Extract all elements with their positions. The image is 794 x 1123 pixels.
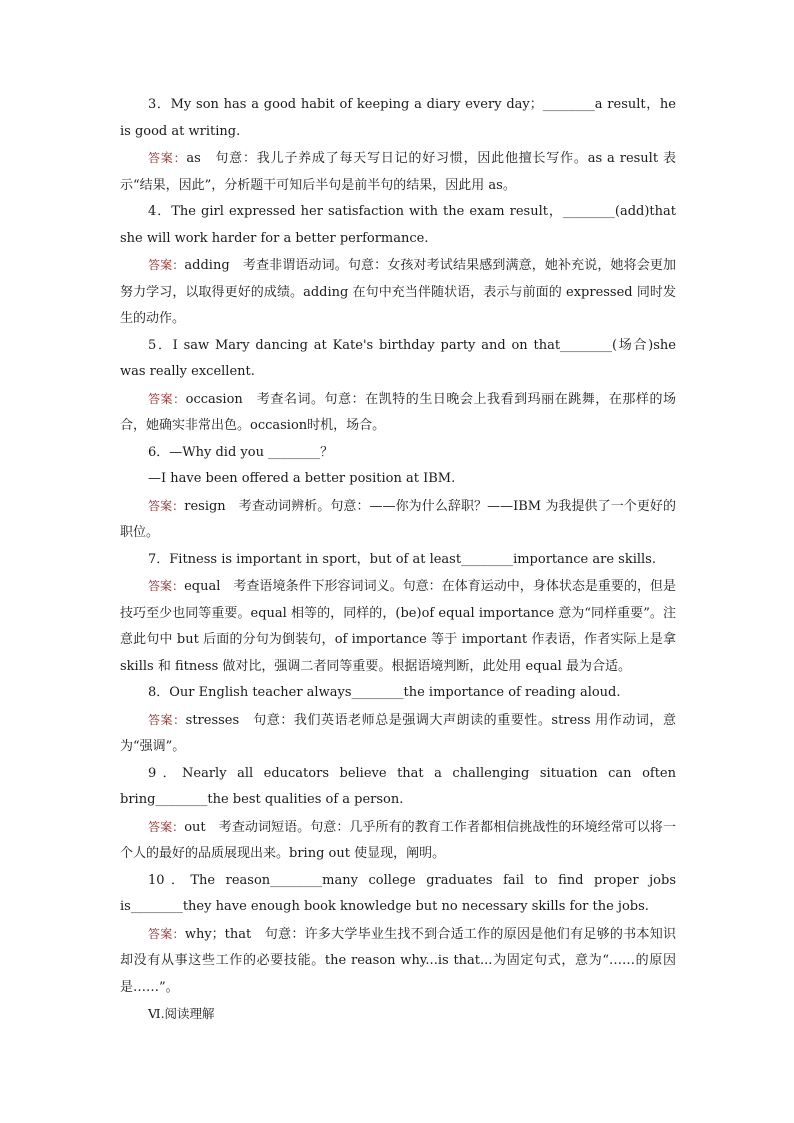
answer-5 <box>120 386 676 440</box>
answer-label: 答案： <box>148 819 185 834</box>
answer-label: 答案： <box>148 391 186 406</box>
answer-4 <box>120 252 676 333</box>
question-10: 10．The reason________many college graduates fail to find proper jobs is________they have enough book knowledge but no necessary skills for the jobs. <box>120 872 676 914</box>
question-6-reply: —I have been offered a better position at IBM. <box>148 471 456 486</box>
answer-text: out 考查动词短语。句意：几乎所有的教育工作者都相信挑战性的环境经常可以将一个人的最好的品质展现出来。bring out 使显现，阐明。 <box>120 819 676 861</box>
answer-7 <box>120 573 676 680</box>
answer-label: 答案： <box>148 151 187 165</box>
answer-text: occasion 考查名词。句意：在凯特的生日晚会上我看到玛丽在跳舞，在那样的场合，她确实非常出色。occasion时机，场合。 <box>120 391 676 433</box>
answer-text: equal 考查语境条件下形容词词义。句意：在体育运动中，身体状态是重要的，但是技巧至少也同等重要。equal 相等的，同样的，(be)of equal importance 意为“同样重要”。注意此句中 but 后面的分句为倒装句，of importance 等于 important 作表语，作者实际上是拿 skills 和 fitness 做对比，强调二者同等重要。根据语境判断，此处用 equal 最为合适。 <box>120 579 676 674</box>
answer-label: 答案： <box>148 498 185 513</box>
answer-label: 答案： <box>148 258 185 272</box>
answer-label: 答案： <box>148 579 185 593</box>
answer-8 <box>120 707 676 761</box>
question-3: 3．My son has a good habit of keeping a diary every day；________a result，he is good at writing. <box>120 97 676 139</box>
answer-6 <box>120 493 676 547</box>
answer-text: as 句意：我儿子养成了每天写日记的好习惯，因此他擅长写作。as a result 表示“结果，因此”，分析题干可知后半句是前半句的结果，因此用 as。 <box>120 151 676 193</box>
question-9: 9．Nearly all educators believe that a challenging situation can often bring________the best qualities of a person. <box>120 765 676 807</box>
answer-3 <box>120 145 676 199</box>
answer-text: why；that 句意：许多大学毕业生找不到合适工作的原因是他们有足够的书本知识却没有从事这些工作的必要技能。the reason why...is that...为固定句式，意为“……的原因是……”。 <box>120 926 676 995</box>
answer-label: 答案： <box>148 712 186 727</box>
question-4: 4．The girl expressed her satisfaction with the exam result，________(add)that she will work harder for a better performance. <box>120 204 676 246</box>
answer-9 <box>120 814 676 868</box>
question-6: 6．—Why did you ________？ <box>148 444 334 460</box>
question-5: 5．I saw Mary dancing at Kate's birthday party and on that________(场合)she was really excellent. <box>120 337 676 379</box>
answer-label: 答案： <box>148 926 185 941</box>
question-7: 7．Fitness is important in sport，but of at least________importance are skills. <box>148 551 656 567</box>
document-page <box>120 92 676 1028</box>
section-heading: Ⅵ.阅读理解 <box>148 1006 215 1021</box>
answer-text: adding 考查非谓语动词。句意：女孩对考试结果感到满意，她补充说，她将会更加努力学习，以取得更好的成绩。adding 在句中充当伴随状语，表示与前面的 expressed 同时发生的动作。 <box>120 258 676 326</box>
answer-text: stresses 句意：我们英语老师总是强调大声朗读的重要性。stress 用作动词，意为“强调”。 <box>120 712 676 754</box>
answer-10 <box>120 921 676 1002</box>
question-8: 8．Our English teacher always________the importance of reading aloud. <box>148 685 621 700</box>
answer-text: resign 考查动词辨析。句意：——你为什么辞职？——IBM 为我提供了一个更好的职位。 <box>120 498 676 540</box>
